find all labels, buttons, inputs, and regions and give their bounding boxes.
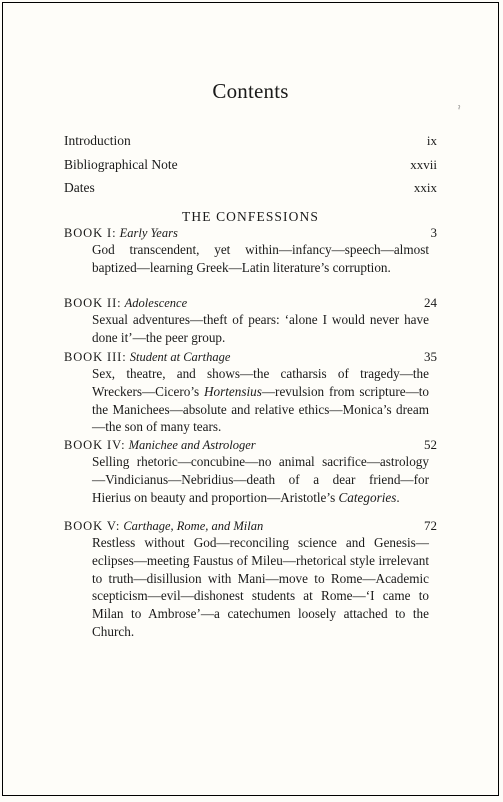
contents-page <box>2 2 499 796</box>
front-matter-row[interactable] <box>64 157 437 173</box>
book-entry[interactable] <box>64 518 437 641</box>
book-header <box>64 518 437 534</box>
book-number: BOOK III: <box>64 350 127 364</box>
front-matter-row[interactable] <box>64 180 437 196</box>
front-matter-label: Bibliographical Note <box>64 157 178 172</box>
book-description: God transcendent, yet within—infancy—speech—almost baptized—learning Greek—Latin literature’s corruption. <box>92 242 429 275</box>
work-title: Hortensius <box>203 383 262 399</box>
section-heading: THE CONFESSIONS <box>182 209 319 224</box>
book-title: Manichee and Astrologer <box>128 438 256 452</box>
book-title: Early Years <box>119 226 178 240</box>
book-header <box>64 295 437 311</box>
front-matter-page: xxix <box>413 180 437 195</box>
book-number: BOOK II: <box>64 296 122 310</box>
book-number: BOOK I: <box>64 226 117 240</box>
front-matter-label: Introduction <box>64 133 131 148</box>
book-page: 52 <box>424 437 437 452</box>
book-number: BOOK V: <box>64 519 121 533</box>
description-text: Sex, theatre, and shows—the catharsis of tragedy—the Wreckers—Cicero’s <box>92 366 429 399</box>
book-header <box>64 349 437 365</box>
front-matter-page: ix <box>426 133 437 148</box>
book-heading <box>64 295 187 311</box>
book-heading <box>64 518 263 534</box>
work-title: Categories <box>338 489 397 505</box>
front-matter-page: xxvii <box>410 157 437 172</box>
book-page: 72 <box>424 518 437 533</box>
book-description: Sexual adventures—theft of pears: ‘alone I would never have done it’—the peer group. <box>92 312 429 345</box>
book-header <box>64 225 437 241</box>
book-title: Adolescence <box>124 296 188 310</box>
book-heading <box>64 437 256 453</box>
book-page: 24 <box>424 295 437 310</box>
book-entry[interactable] <box>64 225 437 277</box>
book-description <box>92 365 429 436</box>
book-page: 3 <box>430 225 437 240</box>
page-title: Contents <box>212 79 289 103</box>
book-entry[interactable] <box>64 349 437 436</box>
book-page: 35 <box>424 349 437 364</box>
front-matter-row[interactable] <box>64 133 437 149</box>
book-title: Student at Carthage <box>129 350 231 364</box>
description-text: . <box>396 489 400 505</box>
book-title: Carthage, Rome, and Milan <box>123 519 264 533</box>
book-number: BOOK IV: <box>64 438 126 452</box>
book-header <box>64 437 437 453</box>
book-entry[interactable] <box>64 295 437 347</box>
description-text: —revulsion from scripture—to the Manichees—absolute and relative ethics—Monica’s dream—the son of many tears. <box>92 383 430 435</box>
book-entry[interactable] <box>64 437 437 506</box>
stray-mark: ˀ <box>458 104 461 114</box>
front-matter-label: Dates <box>64 180 95 195</box>
book-heading <box>64 349 230 365</box>
book-heading <box>64 225 178 241</box>
book-description <box>92 453 429 506</box>
book-description: Restless without God—reconciling science and Genesis—eclipses—meeting Faustus of Mileu—rhetorical style irrelevant to truth—disillusion with Mani—move to Rome—Academic scepticism—evil—dishonest students at Rome—‘I came to Milan to Ambrose’—a catechumen loosely attached to the Church. <box>92 535 429 639</box>
description-text: Selling rhetoric—concubine—no animal sacrifice—astrology—Vindicianus—Nebridius—death of a dear friend—for Hierius on beauty and proportion—Aristotle’s <box>92 454 429 505</box>
